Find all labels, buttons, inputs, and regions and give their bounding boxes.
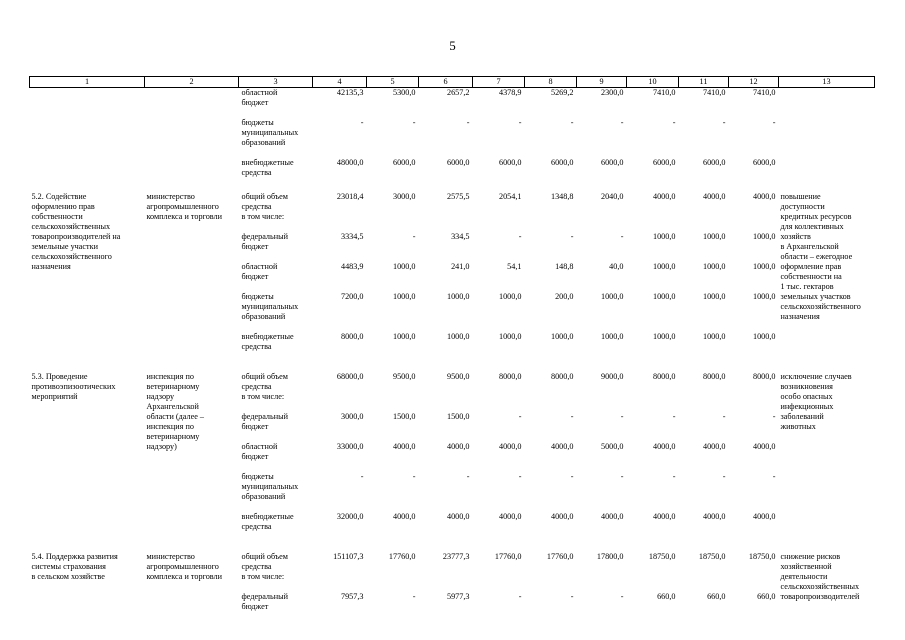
expected-result-line: собственности на [780, 271, 842, 281]
responsible-line: ветеринарному [146, 431, 200, 441]
expected-result-line: заболеваний [780, 411, 824, 421]
funding-value: 8000,0 [550, 371, 574, 381]
funding-value: 1000,0 [752, 291, 776, 301]
funding-value: 1000,0 [752, 331, 776, 341]
expected-result-line: в Архангельской [780, 241, 839, 251]
funding-value: 8000,0 [752, 371, 776, 381]
funding-value: - [570, 411, 574, 421]
funding-value: 54,1 [507, 261, 522, 271]
funding-value: - [570, 117, 574, 127]
measure-name-line: 5.4. Поддержка развития [31, 551, 118, 561]
column-header: 13 [779, 77, 875, 88]
funding-source-line: средства [241, 341, 272, 351]
funding-value: 2040,0 [600, 191, 624, 201]
responsible-line: комплекса и торговли [146, 211, 223, 221]
responsible-line: комплекса и торговли [146, 571, 223, 581]
funding-value: - [412, 471, 416, 481]
expected-result-line: области – ежегодное [780, 251, 853, 261]
funding-value: 6000,0 [392, 157, 416, 167]
funding-value: 4000,0 [752, 191, 776, 201]
funding-value: - [570, 591, 574, 601]
expected-result-line: снижение рисков [780, 551, 841, 561]
column-header: 6 [419, 77, 473, 88]
funding-value: 1000,0 [392, 291, 416, 301]
funding-source-line: бюджет [241, 271, 269, 281]
funding-source-line: внебюджетные [241, 511, 294, 521]
funding-value: - [518, 411, 522, 421]
expected-result-line: инфекционных [780, 401, 834, 411]
funding-source [239, 442, 313, 472]
funding-value: 17760,0 [494, 551, 522, 561]
funding-source [239, 372, 313, 412]
funding-source-line: в том числе: [241, 211, 285, 221]
funding-value: - [466, 117, 470, 127]
funding-value: - [518, 591, 522, 601]
expected-result-line: возникновения [780, 381, 833, 391]
expected-result-line: животных [780, 421, 816, 431]
funding-value: 4000,0 [498, 511, 522, 521]
table-row [30, 552, 875, 592]
column-header: 11 [679, 77, 729, 88]
funding-value: 4000,0 [652, 441, 676, 451]
funding-value: - [412, 231, 416, 241]
funding-source-line: бюджет [241, 98, 269, 107]
funding-value: 4378,9 [498, 88, 522, 97]
funding-source [239, 332, 313, 372]
funding-source-line: образований [241, 491, 286, 501]
funding-value: - [772, 471, 776, 481]
funding-value: 17760,0 [388, 551, 416, 561]
funding-value: - [620, 231, 624, 241]
column-header: 3 [239, 77, 313, 88]
expected-result-line: назначения [780, 311, 820, 321]
expected-result-line: доступности [780, 201, 825, 211]
funding-source-line: областной [241, 88, 278, 97]
column-header: 7 [473, 77, 525, 88]
funding-value: 200,0 [555, 291, 574, 301]
funding-source-line: средства [241, 521, 272, 531]
funding-value: 334,5 [451, 231, 470, 241]
funding-source-line: общий объем [241, 551, 288, 561]
funding-value: 1000,0 [752, 231, 776, 241]
funding-value: 1000,0 [652, 231, 676, 241]
funding-source [239, 192, 313, 232]
funding-value: 6000,0 [752, 157, 776, 167]
column-header: 5 [367, 77, 419, 88]
funding-source [239, 412, 313, 442]
funding-value: - [672, 411, 676, 421]
funding-value: - [620, 591, 624, 601]
funding-value: 1000,0 [446, 331, 470, 341]
funding-source-line: средства [241, 167, 272, 177]
funding-source-line: средства [241, 561, 272, 571]
funding-value: 1000,0 [392, 261, 416, 271]
funding-value: - [412, 591, 416, 601]
funding-value: 23777,3 [442, 551, 470, 561]
funding-source-line: средства [241, 201, 272, 211]
funding-value: 4000,0 [652, 511, 676, 521]
funding-value: - [620, 471, 624, 481]
funding-value: - [412, 117, 416, 127]
funding-value: 4000,0 [752, 441, 776, 451]
funding-value: 1000,0 [498, 291, 522, 301]
page-number: 5 [449, 38, 456, 53]
funding-value: 6000,0 [550, 157, 574, 167]
responsible-line: ветеринарному [146, 381, 200, 391]
funding-value: 1000,0 [498, 331, 522, 341]
funding-value: 9000,0 [600, 371, 624, 381]
measure-name-line: сельскохозяйственного [31, 251, 112, 261]
column-header: 2 [145, 77, 239, 88]
funding-source-line: общий объем [241, 371, 288, 381]
funding-value: - [518, 471, 522, 481]
funding-value: 7410,0 [702, 88, 726, 97]
funding-value: 18750,0 [648, 551, 676, 561]
funding-source-line: бюджет [241, 451, 269, 461]
measure-name-line: в сельском хозяйстве [31, 571, 105, 581]
expected-result [779, 372, 875, 552]
funding-value: 1000,0 [702, 261, 726, 271]
funding-source [239, 552, 313, 592]
funding-value: 6000,0 [702, 157, 726, 167]
table-row [30, 88, 875, 118]
funding-value: 1000,0 [752, 261, 776, 271]
measure-name-line: назначения [31, 261, 71, 271]
funding-value: 1348,8 [550, 191, 574, 201]
funding-value: 8000,0 [702, 371, 726, 381]
funding-source-line: образований [241, 311, 286, 321]
funding-value: 4000,0 [446, 511, 470, 521]
funding-value: 3000,0 [340, 411, 364, 421]
funding-value: 1000,0 [652, 291, 676, 301]
funding-source [239, 262, 313, 292]
table-row [30, 192, 875, 232]
funding-value: 5269,2 [550, 88, 574, 97]
funding-source-line: бюджеты [241, 117, 274, 127]
column-number-row [30, 77, 875, 88]
funding-value: 68000,0 [336, 371, 364, 381]
measure-name-line: 5.3. Проведение [31, 371, 88, 381]
funding-value: 5977,3 [446, 591, 470, 601]
funding-source-line: общий объем [241, 191, 288, 201]
responsible-line: агропромышленного [146, 201, 219, 211]
funding-source-line: в том числе: [241, 391, 285, 401]
responsible-line: области (далее – [146, 411, 205, 421]
funding-value: - [570, 471, 574, 481]
expected-result-line: сельскохозяйственного [780, 301, 861, 311]
funding-source-line: областной [241, 261, 278, 271]
responsible-line: инспекция по [146, 371, 194, 381]
funding-value: - [466, 471, 470, 481]
table-body [30, 88, 875, 622]
measure-name-line: противоэпизоотических [31, 381, 116, 391]
column-header: 10 [627, 77, 679, 88]
funding-value: 1000,0 [600, 291, 624, 301]
funding-value: - [620, 117, 624, 127]
funding-value: 2657,2 [446, 88, 470, 97]
funding-value: 4000,0 [550, 511, 574, 521]
funding-source-line: бюджет [241, 601, 269, 611]
funding-value: 241,0 [451, 261, 470, 271]
measure-name-line: собственности [31, 211, 83, 221]
funding-value: 4000,0 [392, 441, 416, 451]
funding-source-line: бюджет [241, 241, 269, 251]
funding-value: - [518, 117, 522, 127]
funding-source [239, 118, 313, 158]
funding-value: 40,0 [609, 261, 624, 271]
expected-result [779, 192, 875, 372]
funding-value: 1000,0 [702, 291, 726, 301]
funding-value: 1000,0 [446, 291, 470, 301]
funding-value: 6000,0 [600, 157, 624, 167]
funding-value: 8000,0 [340, 331, 364, 341]
measure-name-line: товаропроизводителей на [31, 231, 121, 241]
funding-value: 4000,0 [702, 441, 726, 451]
funding-source-line: федеральный [241, 231, 289, 241]
column-header: 4 [313, 77, 367, 88]
funding-value: 660,0 [707, 591, 726, 601]
expected-result [779, 88, 875, 192]
funding-source-line: федеральный [241, 591, 289, 601]
funding-value: 4483,9 [340, 261, 364, 271]
responsible-executor [145, 372, 239, 552]
funding-value: 1000,0 [600, 331, 624, 341]
funding-value: 1000,0 [392, 331, 416, 341]
funding-source-line: муниципальных [241, 301, 299, 311]
funding-value: 5300,0 [392, 88, 416, 97]
funding-value: 6000,0 [498, 157, 522, 167]
funding-source [239, 592, 313, 622]
funding-value: 2300,0 [600, 88, 624, 97]
measure-name-line: мероприятий [31, 391, 78, 401]
funding-value: 1500,0 [446, 411, 470, 421]
funding-value: 4000,0 [600, 511, 624, 521]
measure-name-line: земельные участки [31, 241, 98, 251]
funding-value: 2575,5 [446, 191, 470, 201]
expected-result-line: хозяйств [780, 231, 811, 241]
measure-name-line: оформлению прав [31, 201, 95, 211]
funding-value: 23018,4 [336, 191, 364, 201]
funding-value: - [722, 471, 726, 481]
expected-result-line: особо опасных [780, 391, 833, 401]
column-header: 12 [729, 77, 779, 88]
funding-value: 1000,0 [652, 261, 676, 271]
measure-name [30, 192, 145, 372]
funding-value: 6000,0 [446, 157, 470, 167]
funding-source-line: федеральный [241, 411, 289, 421]
funding-source [239, 472, 313, 512]
funding-value: 4000,0 [702, 191, 726, 201]
expected-result-line: хозяйственной [780, 561, 832, 571]
table-row [30, 372, 875, 412]
funding-value: 1000,0 [652, 331, 676, 341]
funding-source [239, 292, 313, 332]
funding-value: 4000,0 [652, 191, 676, 201]
funding-value: 17760,0 [546, 551, 574, 561]
responsible-executor [145, 88, 239, 192]
expected-result-line: земельных участков [780, 291, 851, 301]
funding-value: 7957,3 [340, 591, 364, 601]
funding-value: 8000,0 [652, 371, 676, 381]
responsible-line: агропромышленного [146, 561, 219, 571]
expected-result-line: сельскохозяйственных [780, 581, 860, 591]
expected-result-line: оформление прав [780, 261, 842, 271]
funding-value: 1500,0 [392, 411, 416, 421]
funding-source-line: бюджеты [241, 291, 274, 301]
funding-value: 4000,0 [550, 441, 574, 451]
budget-table [29, 76, 875, 622]
measure-name [30, 88, 145, 192]
funding-source-line: бюджет [241, 421, 269, 431]
funding-source-line: образований [241, 137, 286, 147]
funding-source-line: средства [241, 381, 272, 391]
funding-value: 148,8 [555, 261, 574, 271]
funding-value: 4000,0 [702, 511, 726, 521]
responsible-executor [145, 552, 239, 622]
funding-value: 151107,3 [333, 551, 364, 561]
responsible-line: надзору [146, 391, 175, 401]
funding-value: 32000,0 [336, 511, 364, 521]
funding-value: - [360, 471, 364, 481]
responsible-line: министерство [146, 191, 195, 201]
funding-value: 660,0 [657, 591, 676, 601]
funding-source-line: муниципальных [241, 127, 299, 137]
funding-value: - [672, 471, 676, 481]
funding-value: 3334,5 [340, 231, 364, 241]
funding-value: - [772, 411, 776, 421]
funding-source-line: бюджеты [241, 471, 274, 481]
funding-value: 7200,0 [340, 291, 364, 301]
funding-value: 5000,0 [600, 441, 624, 451]
column-header: 9 [577, 77, 627, 88]
funding-value: 6000,0 [652, 157, 676, 167]
measure-name-line: сельскохозяйственных [31, 221, 111, 231]
funding-value: 17800,0 [596, 551, 624, 561]
funding-source [239, 232, 313, 262]
funding-value: - [672, 117, 676, 127]
expected-result-line: деятельности [780, 571, 828, 581]
funding-value: 4000,0 [498, 441, 522, 451]
funding-value: 33000,0 [336, 441, 364, 451]
column-header: 8 [525, 77, 577, 88]
funding-value: 1000,0 [702, 331, 726, 341]
funding-value: 9500,0 [446, 371, 470, 381]
funding-value: 4000,0 [752, 511, 776, 521]
funding-value: 18750,0 [698, 551, 726, 561]
expected-result-line: повышение [780, 191, 821, 201]
responsible-line: инспекция по [146, 421, 194, 431]
measure-name [30, 372, 145, 552]
funding-source-line: внебюджетные [241, 331, 294, 341]
column-header: 1 [30, 77, 145, 88]
funding-value: - [620, 411, 624, 421]
funding-value: 9500,0 [392, 371, 416, 381]
expected-result-line: кредитных ресурсов [780, 211, 852, 221]
measure-name-line: системы страхования [31, 561, 106, 571]
funding-value: 48000,0 [336, 157, 364, 167]
funding-source [239, 88, 313, 118]
funding-value: 42135,3 [336, 88, 364, 97]
funding-source [239, 158, 313, 192]
funding-value: 18750,0 [748, 551, 776, 561]
expected-result [779, 552, 875, 622]
expected-result-line: товаропроизводителей [780, 591, 860, 601]
funding-value: 7410,0 [752, 88, 776, 97]
measure-name [30, 552, 145, 622]
funding-source [239, 512, 313, 552]
funding-value: 2054,1 [498, 191, 522, 201]
responsible-line: надзору) [146, 441, 177, 451]
funding-value: 1000,0 [550, 331, 574, 341]
expected-result-line: 1 тыс. гектаров [780, 281, 834, 291]
expected-result-line: исключение случаев [780, 371, 852, 381]
funding-value: - [722, 411, 726, 421]
funding-source-line: в том числе: [241, 571, 285, 581]
funding-value: 7410,0 [652, 88, 676, 97]
funding-value: 660,0 [757, 591, 776, 601]
funding-value: - [518, 231, 522, 241]
funding-source-line: областной [241, 441, 278, 451]
funding-value: - [722, 117, 726, 127]
expected-result-line: для коллективных [780, 221, 844, 231]
funding-value: 4000,0 [446, 441, 470, 451]
funding-source-line: внебюджетные [241, 157, 294, 167]
funding-value: 4000,0 [392, 511, 416, 521]
funding-value: 3000,0 [392, 191, 416, 201]
responsible-line: Архангельской [146, 401, 199, 411]
measure-name-line: 5.2. Содействие [31, 191, 87, 201]
funding-value: - [360, 117, 364, 127]
responsible-executor [145, 192, 239, 372]
funding-value: 8000,0 [498, 371, 522, 381]
responsible-line: министерство [146, 551, 195, 561]
funding-value: - [570, 231, 574, 241]
funding-value: - [772, 117, 776, 127]
funding-value: 1000,0 [702, 231, 726, 241]
funding-source-line: муниципальных [241, 481, 299, 491]
